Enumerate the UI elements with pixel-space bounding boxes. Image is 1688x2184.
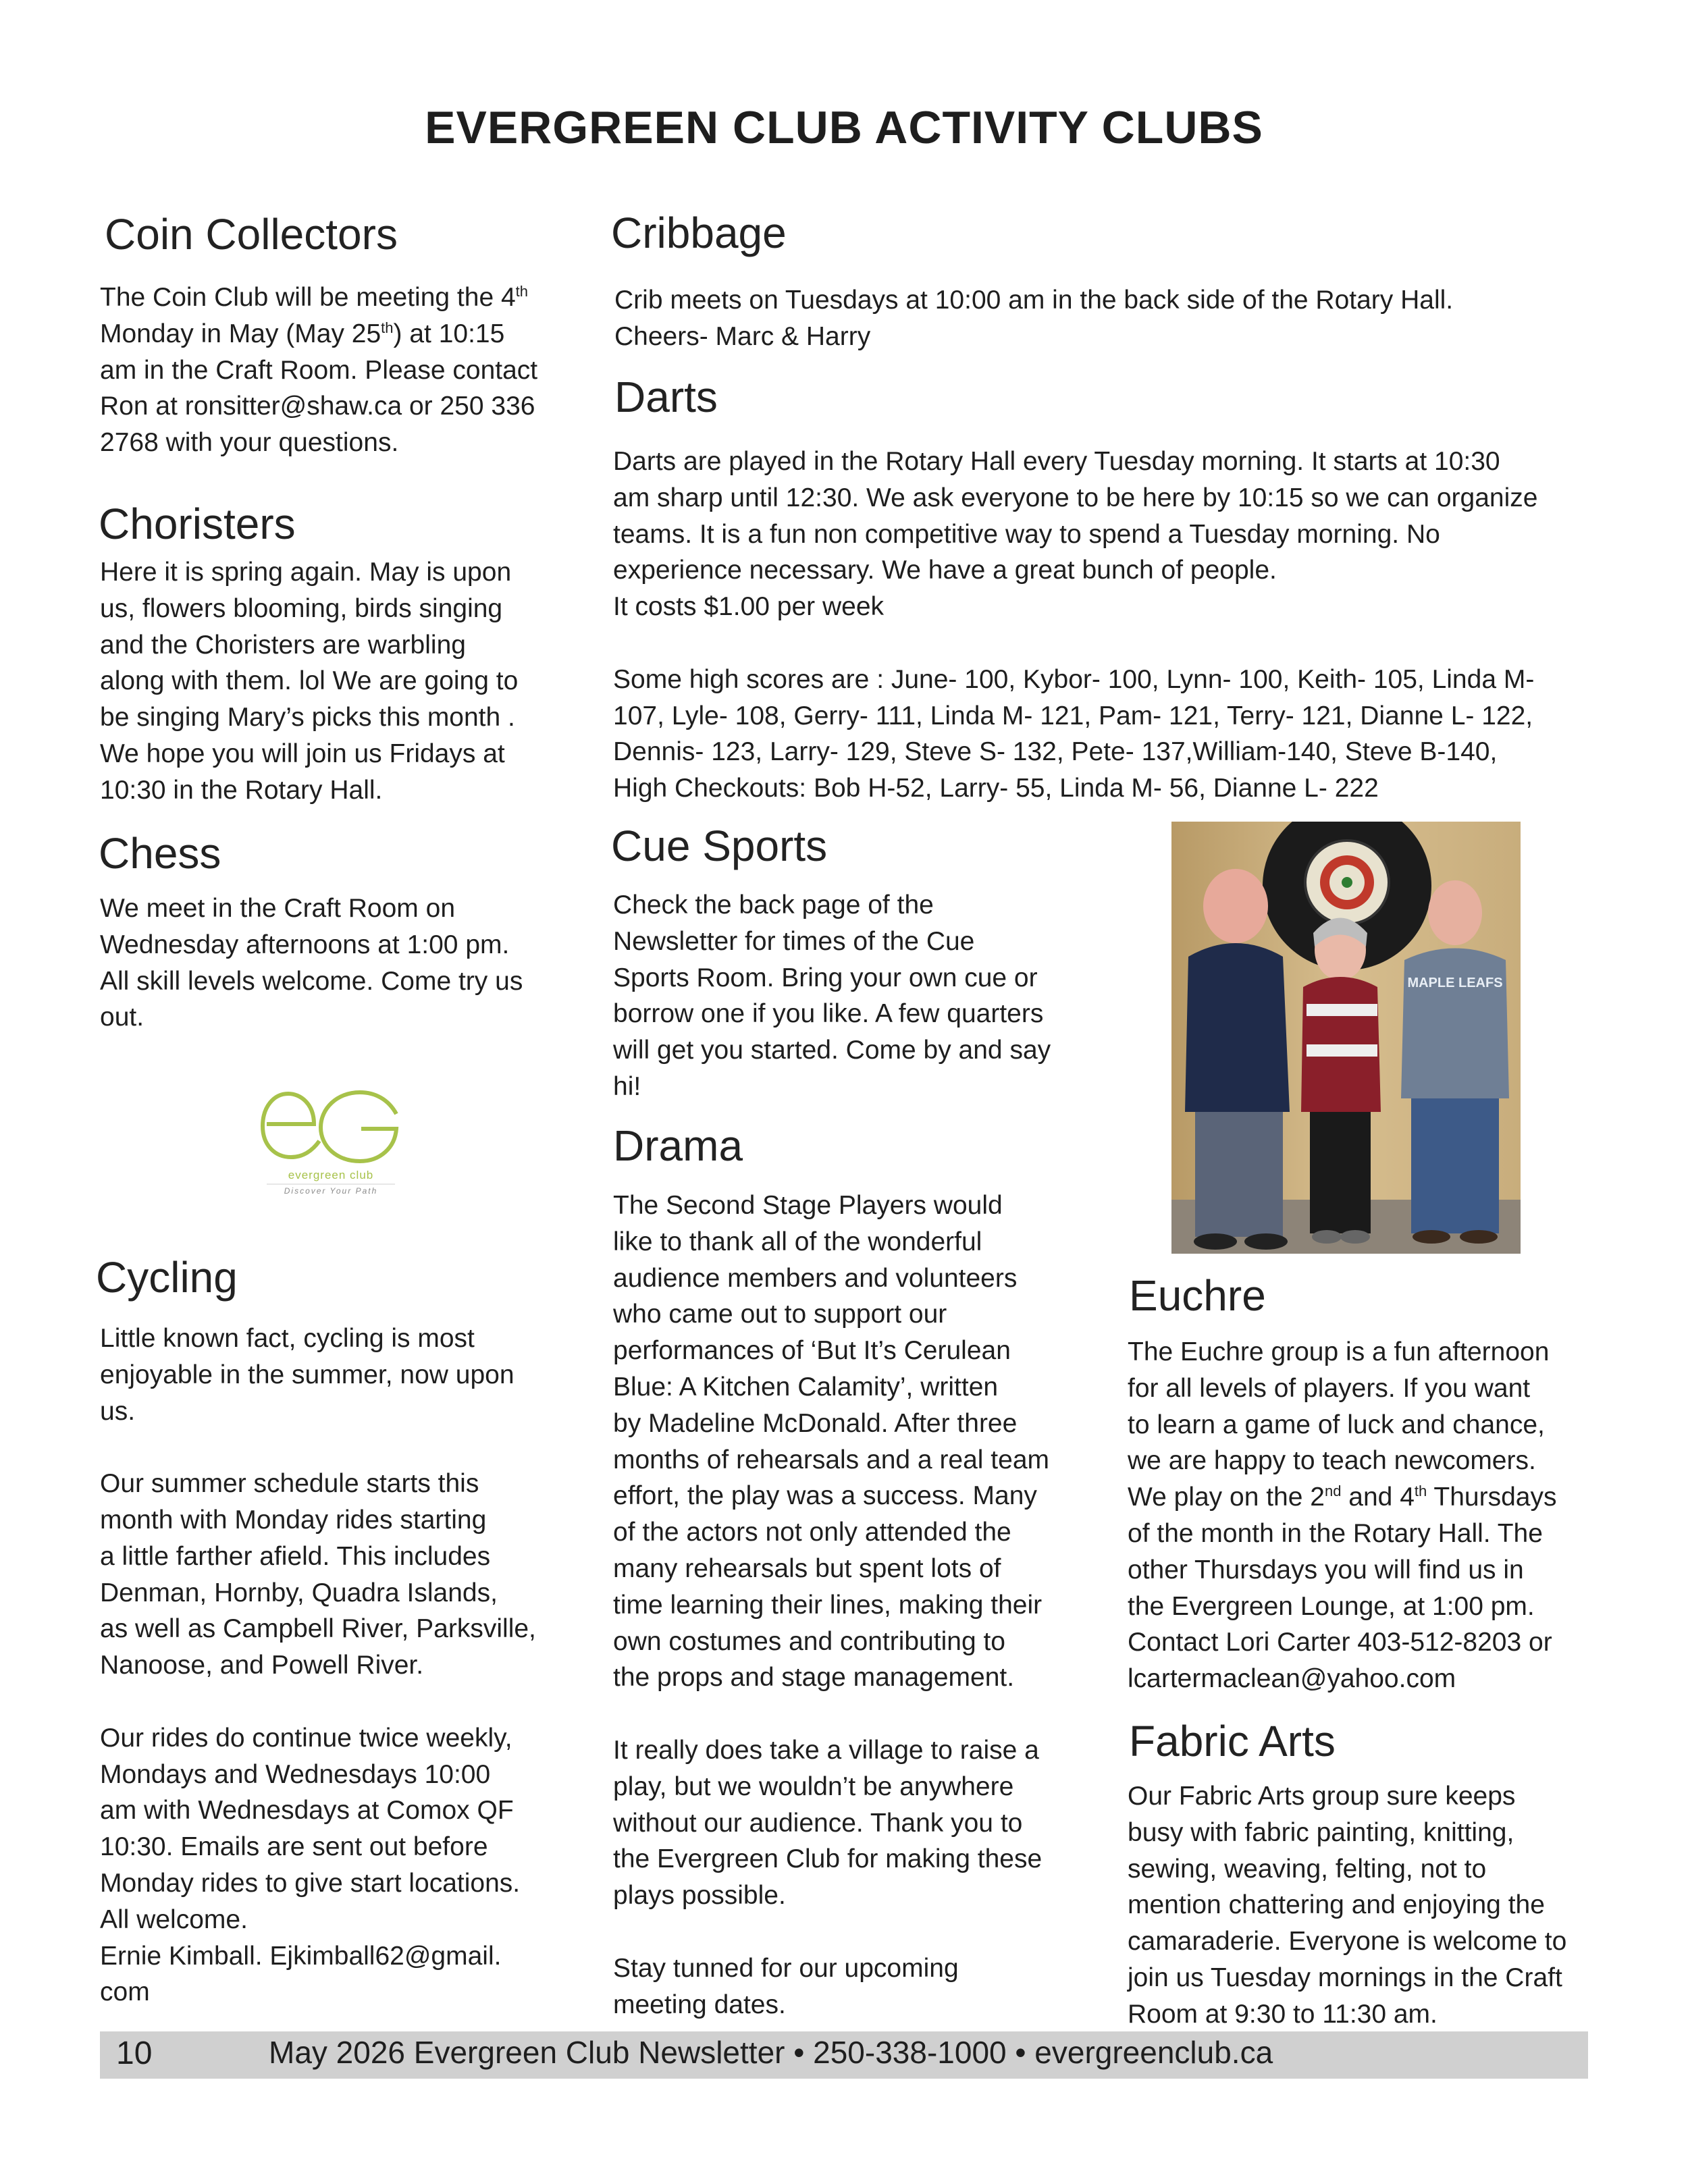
text-line: am with Wednesdays at Comox QF xyxy=(100,1796,514,1826)
text-line: along with them. lol We are going to xyxy=(100,666,519,696)
text-line: be singing Mary’s picks this month . xyxy=(100,703,515,733)
drama-text xyxy=(613,1188,1075,2023)
text-run: other Thursdays you will find us in xyxy=(1128,1555,1524,1584)
superscript: nd xyxy=(1324,1483,1342,1500)
text-line: Wednesday afternoons at 1:00 pm. xyxy=(100,930,510,959)
text-line: mention chattering and enjoying the xyxy=(1128,1890,1545,1920)
photo-shirt-text: MAPLE LEAFS xyxy=(1407,976,1503,990)
text-line xyxy=(100,1684,562,1720)
text-line xyxy=(613,1696,1075,1732)
text-line: It really does take a village to raise a xyxy=(613,1735,1039,1765)
text-line: Cheers- Marc & Harry xyxy=(614,321,871,351)
cycling-heading: Cycling xyxy=(96,1253,238,1302)
text-line: join us Tuesday mornings in the Craft xyxy=(1128,1963,1562,1992)
text-line xyxy=(1128,1334,1591,1370)
text-line: It costs $1.00 per week xyxy=(613,592,885,622)
text-line xyxy=(100,1429,562,1466)
text-line: without our audience. Thank you to xyxy=(613,1808,1023,1838)
coin-collectors-text xyxy=(100,279,562,461)
text-line: Check the back page of the xyxy=(613,890,934,920)
coin-collectors-heading: Coin Collectors xyxy=(105,210,398,259)
text-line: performances of ‘But It’s Cerulean xyxy=(613,1336,1011,1366)
text-line: month with Monday rides starting xyxy=(100,1505,487,1535)
text-run: Monday in May (May 25 xyxy=(100,319,381,348)
euchre-heading: Euchre xyxy=(1129,1271,1266,1320)
text-line: many rehearsals but spent lots of xyxy=(613,1553,1001,1583)
text-line xyxy=(100,279,562,316)
cribbage-heading: Cribbage xyxy=(611,209,787,257)
cue-sports-text xyxy=(613,887,1075,1105)
text-run: Contact Lori Carter 403-512-8203 or xyxy=(1128,1628,1552,1657)
text-line: Some high scores are : June- 100, Kybor- 100, Lynn- 100, Keith- 105, Linda M- xyxy=(613,664,1535,694)
text-run: the Evergreen Lounge, at 1:00 pm. xyxy=(1128,1591,1535,1621)
text-line xyxy=(1128,1370,1591,1407)
page-title: EVERGREEN CLUB ACTIVITY CLUBS xyxy=(425,102,1263,153)
text-line: Here it is spring again. May is upon xyxy=(100,558,512,587)
text-run: and 4 xyxy=(1341,1483,1415,1512)
text-line: effort, the play was a success. Many xyxy=(613,1481,1037,1511)
text-line: borrow one if you like. A few quarters xyxy=(613,999,1044,1029)
text-line: camaraderie. Everyone is welcome to xyxy=(1128,1927,1567,1956)
text-line xyxy=(100,388,562,425)
text-line: 107, Lyle- 108, Gerry- 111, Linda M- 121, Pam- 121, Terry- 121, Dianne L- 122, xyxy=(613,701,1533,730)
text-line: out. xyxy=(100,1003,144,1032)
text-line: play, but we wouldn’t be anywhere xyxy=(613,1772,1014,1801)
text-line xyxy=(1128,1552,1591,1589)
choristers-text xyxy=(100,554,562,809)
text-line xyxy=(1128,1479,1591,1516)
text-run: ) at 10:15 xyxy=(393,319,505,348)
superscript: th xyxy=(1414,1483,1427,1500)
text-line: 10:30. Emails are sent out before xyxy=(100,1832,488,1862)
text-line: Stay tunned for our upcoming xyxy=(613,1953,959,1983)
choristers-heading: Choristers xyxy=(99,500,296,548)
text-line: Denman, Hornby, Quadra Islands, xyxy=(100,1578,498,1607)
cue-sports-heading: Cue Sports xyxy=(611,822,828,870)
text-line: Dennis- 123, Larry- 129, Steve S- 132, Pete- 137,William-140, Steve B-140, xyxy=(613,737,1498,767)
text-line xyxy=(1128,1516,1591,1552)
text-line: will get you started. Come by and say xyxy=(613,1036,1051,1065)
footer-text: May 2026 Evergreen Club Newsletter • 250-338-1000 • evergreenclub.ca xyxy=(269,2035,1273,2070)
euchre-text xyxy=(1128,1334,1591,1697)
text-line: The Second Stage Players would xyxy=(613,1191,1003,1220)
fabric-arts-heading: Fabric Arts xyxy=(1129,1717,1336,1765)
darts-text xyxy=(613,444,1588,807)
text-line: Nanoose, and Powell River. xyxy=(100,1651,424,1680)
text-run: for all levels of players. If you want xyxy=(1128,1373,1531,1403)
text-run: lcartermaclean@yahoo.com xyxy=(1128,1664,1456,1694)
text-run: We play on the 2 xyxy=(1128,1483,1325,1512)
text-line: Monday rides to give start locations. xyxy=(100,1868,521,1898)
text-line: teams. It is a fun non competitive way to spend a Tuesday morning. No xyxy=(613,519,1440,549)
darts-group-photo xyxy=(1171,822,1521,1254)
superscript: th xyxy=(515,283,529,300)
text-line: months of rehearsals and a real team xyxy=(613,1445,1050,1474)
text-line xyxy=(613,1914,1075,1950)
text-run: The Coin Club will be meeting the 4 xyxy=(100,283,516,312)
logo-tagline: Discover Your Path xyxy=(284,1186,378,1195)
text-line xyxy=(1128,1443,1591,1479)
darts-heading: Darts xyxy=(614,373,718,421)
text-line: Crib meets on Tuesdays at 10:00 am in the back side of the Rotary Hall. xyxy=(614,286,1454,315)
superscript: th xyxy=(381,319,394,336)
cycling-text xyxy=(100,1321,562,2010)
text-line xyxy=(1128,1589,1591,1625)
text-line: hi! xyxy=(613,1071,641,1101)
text-run: 2768 with your questions. xyxy=(100,428,399,458)
text-run: The Euchre group is a fun afternoon xyxy=(1128,1337,1550,1366)
text-line: Our Fabric Arts group sure keeps xyxy=(1128,1782,1516,1811)
text-line: us, flowers blooming, birds singing xyxy=(100,593,503,623)
text-line: Room at 9:30 to 11:30 am. xyxy=(1128,1999,1438,2029)
text-line: Blue: A Kitchen Calamity’, written xyxy=(613,1372,999,1402)
text-line: We hope you will join us Fridays at xyxy=(100,739,505,768)
text-line: a little farther afield. This includes xyxy=(100,1541,491,1571)
text-line: time learning their lines, making their xyxy=(613,1590,1043,1620)
text-line: Mondays and Wednesdays 10:00 xyxy=(100,1759,491,1789)
drama-heading: Drama xyxy=(613,1121,743,1170)
text-line: own costumes and contributing to xyxy=(613,1626,1006,1656)
evergreen-club-logo xyxy=(253,1067,408,1195)
chess-heading: Chess xyxy=(99,829,221,878)
text-line: Darts are played in the Rotary Hall every Tuesday morning. It starts at 10:30 xyxy=(613,447,1500,476)
text-line: the Evergreen Club for making these xyxy=(613,1844,1043,1874)
text-line: Sports Room. Bring your own cue or xyxy=(613,963,1038,992)
text-line: who came out to support our xyxy=(613,1300,947,1329)
text-run: to learn a game of luck and chance, xyxy=(1128,1410,1545,1439)
text-run: we are happy to teach newcomers. xyxy=(1128,1446,1536,1476)
fabric-arts-text xyxy=(1128,1778,1591,2033)
logo-wordmark: evergreen club xyxy=(288,1169,374,1181)
text-line: plays possible. xyxy=(613,1881,786,1911)
chess-text xyxy=(100,890,562,1036)
page-number: 10 xyxy=(116,2035,153,2071)
text-line: We meet in the Craft Room on xyxy=(100,894,456,923)
text-line: All skill levels welcome. Come try us xyxy=(100,966,523,996)
text-line xyxy=(613,625,1588,662)
text-run: am in the Craft Room. Please contact xyxy=(100,355,538,385)
text-line: Our summer schedule starts this xyxy=(100,1469,479,1499)
cribbage-text xyxy=(614,282,1593,355)
text-line xyxy=(1128,1624,1591,1661)
text-line: enjoyable in the summer, now upon xyxy=(100,1360,515,1389)
text-line: meeting dates. xyxy=(613,1990,786,2019)
text-line: the props and stage management. xyxy=(613,1663,1015,1693)
text-line xyxy=(1128,1661,1591,1697)
text-run: Ron at ronsitter@shaw.ca or 250 336 xyxy=(100,392,535,421)
text-line: All welcome. xyxy=(100,1905,248,1934)
text-line: com xyxy=(100,1977,150,2007)
text-line: am sharp until 12:30. We ask everyone to be here by 10:15 so we can organize xyxy=(613,483,1538,512)
text-run: of the month in the Rotary Hall. The xyxy=(1128,1518,1543,1548)
text-line: sewing, weaving, felting, not to xyxy=(1128,1854,1487,1884)
text-line xyxy=(1128,1407,1591,1443)
text-line xyxy=(100,316,562,352)
text-line: High Checkouts: Bob H-52, Larry- 55, Linda M- 56, Dianne L- 222 xyxy=(613,774,1379,803)
text-line: audience members and volunteers xyxy=(613,1263,1018,1293)
text-line: 10:30 in the Rotary Hall. xyxy=(100,775,383,805)
text-line: us. xyxy=(100,1396,136,1426)
text-run: Thursdays xyxy=(1427,1483,1557,1512)
text-line: busy with fabric painting, knitting, xyxy=(1128,1817,1514,1847)
text-line: of the actors not only attended the xyxy=(613,1518,1011,1547)
text-line xyxy=(100,425,562,461)
text-line: and the Choristers are warbling xyxy=(100,630,466,660)
text-line: Little known fact, cycling is most xyxy=(100,1324,475,1353)
text-line: experience necessary. We have a great bunch of people. xyxy=(613,556,1277,585)
text-line: as well as Campbell River, Parksville, xyxy=(100,1614,536,1644)
text-line xyxy=(100,352,562,389)
text-line: Ernie Kimball. Ejkimball62@gmail. xyxy=(100,1941,502,1971)
text-line: by Madeline McDonald. After three xyxy=(613,1408,1018,1438)
text-line: Newsletter for times of the Cue xyxy=(613,926,975,956)
text-line: Our rides do continue twice weekly, xyxy=(100,1723,512,1753)
text-line: like to thank all of the wonderful xyxy=(613,1227,982,1256)
